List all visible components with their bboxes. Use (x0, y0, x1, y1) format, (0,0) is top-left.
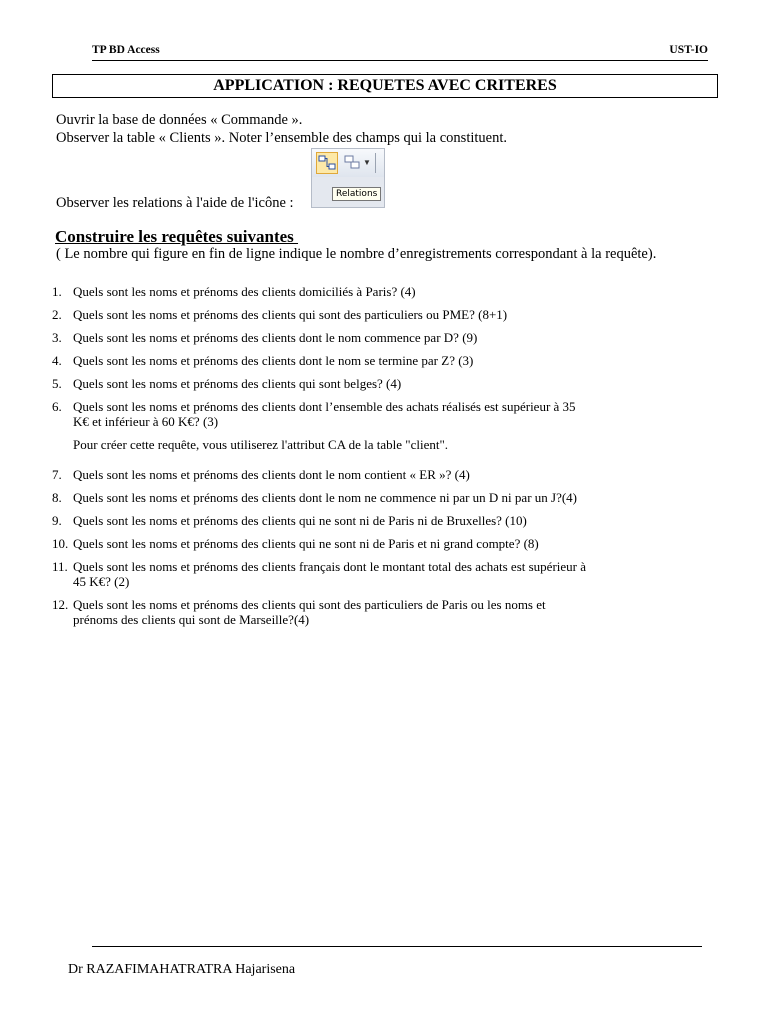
question-number: 10. (52, 536, 69, 551)
question-text: Quels sont les noms et prénoms des clients qui sont des particuliers de Paris ou les noms et (73, 597, 546, 612)
question-text: Quels sont les noms et prénoms des clients dont le nom ne commence ni par un D ni par un J?(4) (73, 490, 578, 505)
question-item (52, 559, 712, 589)
question-number: 1. (52, 284, 62, 299)
question-6-note: Pour créer cette requête, vous utiliserez l'attribut CA de la table "client". (73, 437, 449, 452)
question-text: Quels sont les noms et prénoms des clients qui ne sont ni de Paris ni de Bruxelles? (10) (73, 513, 527, 528)
question-number: 8. (52, 490, 62, 505)
header-divider (92, 60, 708, 61)
relations-tooltip: Relations (332, 187, 381, 201)
question-item (52, 399, 712, 429)
question-text: Quels sont les noms et prénoms des clients dont le nom contient « ER »? (4) (73, 467, 470, 482)
question-number: 7. (52, 467, 62, 482)
chevron-down-icon: ▼ (363, 158, 371, 167)
question-text: Quels sont les noms et prénoms des clients dont le nom se termine par Z? (3) (73, 353, 474, 368)
header-left: TP BD Access (92, 44, 160, 56)
question-number: 12. (52, 597, 69, 612)
intro-line-1: Ouvrir la base de données « Commande ». (56, 112, 303, 128)
section-subtitle: ( Le nombre qui figure en fin de ligne indique le nombre d’enregistrements correspondant à la requête). (56, 246, 657, 262)
question-text-continued: 45 K€? (2) (73, 574, 130, 589)
question-item (52, 330, 712, 345)
question-text-continued: prénoms des clients qui sont de Marseille?(4) (73, 612, 310, 627)
question-number: 3. (52, 330, 62, 345)
object-dependencies-icon (344, 154, 360, 170)
question-text: Quels sont les noms et prénoms des clients domiciliés à Paris? (4) (73, 284, 416, 299)
question-item (52, 536, 712, 551)
question-text: Quels sont les noms et prénoms des clients français dont le montant total des achats est supérieur à (73, 559, 587, 574)
question-item (52, 597, 712, 627)
question-item (52, 467, 712, 482)
question-number: 9. (52, 513, 62, 528)
section-title: Construire les requêtes suivantes (55, 227, 299, 246)
footer-author: Dr RAZAFIMAHATRATRA Hajarisena (68, 962, 296, 977)
question-number: 2. (52, 307, 62, 322)
question-text: Quels sont les noms et prénoms des clients qui sont des particuliers ou PME? (8+1) (73, 307, 508, 322)
question-number: 11. (52, 559, 68, 574)
question-text: Quels sont les noms et prénoms des clients dont l’ensemble des achats réalisés est supérieur à 35 (73, 399, 576, 414)
intro-line-2: Observer la table « Clients ». Noter l’ensemble des champs qui la constituent. (56, 130, 507, 146)
question-number: 4. (52, 353, 62, 368)
question-text: Quels sont les noms et prénoms des clients qui ne sont ni de Paris et ni grand compte? (8) (73, 536, 539, 551)
header-right: UST-IO (669, 44, 708, 56)
question-item (52, 284, 712, 299)
question-text: Quels sont les noms et prénoms des clients qui sont belges? (4) (73, 376, 402, 391)
relations-icon (311, 148, 385, 208)
question-number: 5. (52, 376, 62, 391)
toolbar-separator (375, 153, 376, 173)
question-text: Quels sont les noms et prénoms des clients dont le nom commence par D? (9) (73, 330, 478, 345)
page-title: APPLICATION : REQUETES AVEC CRITERES (52, 74, 718, 98)
question-item (52, 307, 712, 322)
relations-button-icon (316, 152, 338, 174)
questions-list (52, 284, 712, 627)
question-item (52, 513, 712, 528)
question-number: 6. (52, 399, 62, 414)
question-item (52, 376, 712, 391)
question-text-continued: K€ et inférieur à 60 K€? (3) (73, 414, 219, 429)
intro-line-3: Observer les relations à l'aide de l'icône : (56, 195, 294, 211)
footer-divider (92, 946, 702, 947)
question-item (52, 490, 712, 505)
question-item (52, 353, 712, 368)
